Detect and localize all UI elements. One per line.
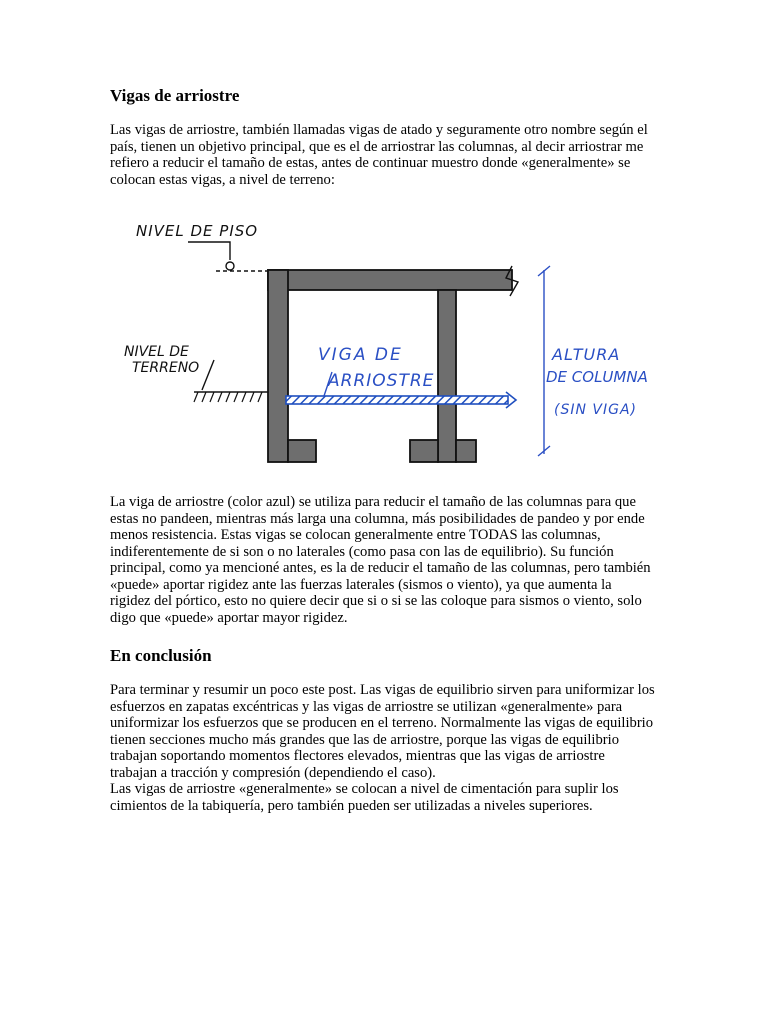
label-altura-1: ALTURA (552, 345, 621, 364)
label-altura-3: (SIN VIGA) (554, 402, 637, 418)
section-heading-en-conclusion: En conclusión (110, 646, 212, 665)
left-column (268, 270, 288, 462)
portal-frame (268, 270, 512, 462)
conclusion-paragraph-2: Las vigas de arriostre «generalmente» se colocan a nivel de cimentación para suplir los cimientos de la tabiquería, pero también pueden ser utilizadas a niveles superiores. (110, 781, 619, 814)
section-heading-vigas-de-arriostre: Vigas de arriostre (110, 86, 240, 105)
conclusion-block (110, 682, 655, 814)
label-altura-2: DE COLUMNA (546, 368, 648, 386)
frame-diagram (118, 212, 658, 470)
label-viga-2: ARRIOSTRE (328, 371, 435, 391)
left-footing (288, 440, 316, 462)
label-nivel-terreno-1: NIVEL DE (124, 344, 189, 360)
explanation-paragraph: La viga de arriostre (color azul) se utiliza para reducir el tamaño de las columnas para que estas no pandeen, mientras más larga una columna, más posibilidades de pandeo y por ende menos resistencia. Estas vigas se colocan generalmente entre TODAS las columnas, indiferentemente de si son o no laterales (como pasa con las de equilibrio). Su función principal, como ya mencioné antes, es la de reducir el tamaño de las columnas, pero también «puede» aportar rigidez ante las fuerzas laterales (sismos o viento), ya que aumenta la rigidez del pórtico, esto no quiere decir que si o si se las coloque para sismos o viento, solo digo que «puede» aportar mayor rigidez. (110, 494, 651, 626)
conclusion-paragraph-1: Para terminar y resumir un poco este post. Las vigas de equilibrio sirven para uniformizar los esfuerzos en zapatas excéntricas y las vigas de arriostre se utilizan «generalmente» para uniformizar los esfuerzos que se producen en el terreno. Normalmente las vigas de equilibrio tienen secciones mucho más grandes que las de arriostre, porque las vigas de equilibrio trabajan soportando momentos flectores elevados, mientras que las vigas de arriostre trabajan a tracción y compresión (dependiendo el caso). (110, 682, 655, 781)
label-viga-1: VIGA DE (318, 345, 403, 365)
terrain-hatch (194, 392, 262, 402)
top-beam (268, 270, 512, 290)
nivel-terreno-leader (202, 360, 214, 390)
label-nivel-terreno-2: TERRENO (132, 360, 200, 376)
label-nivel-piso: NIVEL DE PISO (136, 222, 259, 240)
nivel-piso-leader (188, 242, 230, 260)
right-footing-right (456, 440, 476, 462)
right-column (438, 290, 456, 462)
intro-paragraph: Las vigas de arriostre, también llamadas vigas de atado y seguramente otro nombre según el país, tienen un objetivo principal, que es el de arriostrar las columnas, al decir arriostrar me refiero a reducir el tamaño de estas, antes de continuar muestro donde «generalmente» se colocan estas vigas, a nivel de terreno: (110, 122, 648, 188)
nivel-piso-marker (226, 262, 234, 270)
right-footing-left (410, 440, 438, 462)
tie-beam (286, 396, 508, 404)
